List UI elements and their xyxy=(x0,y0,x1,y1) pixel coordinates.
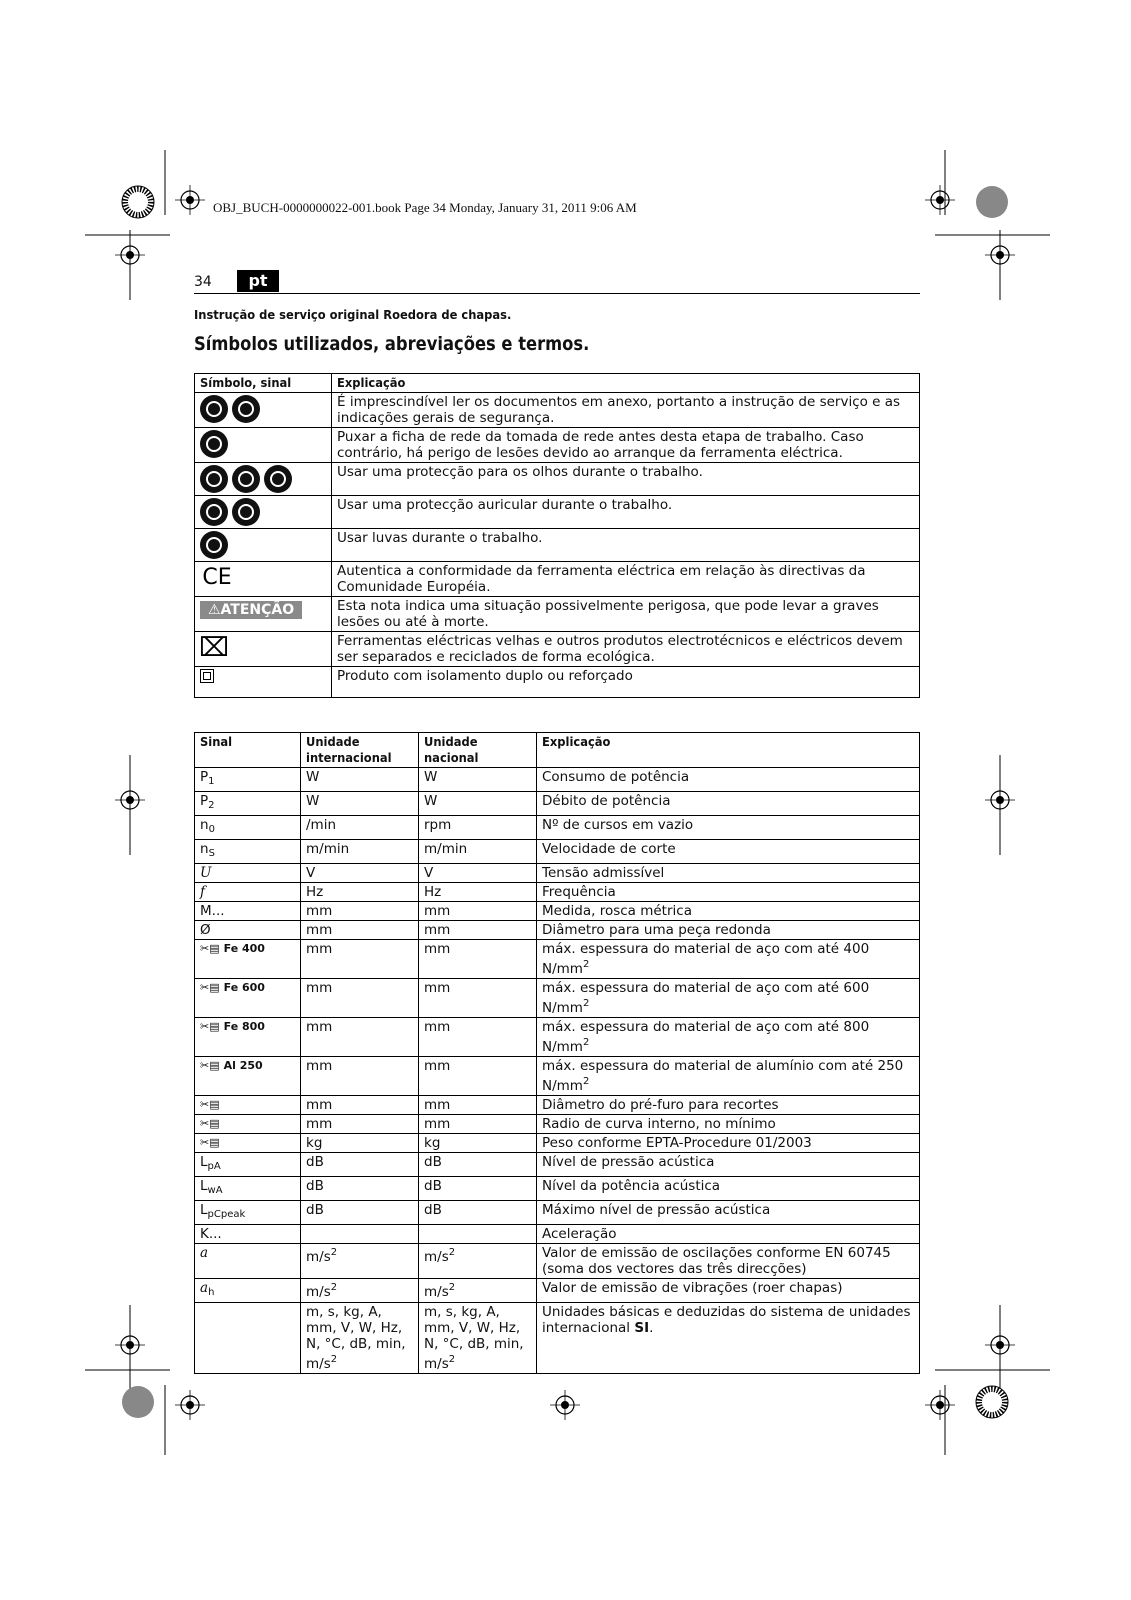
symbols-table xyxy=(194,373,920,698)
table-row xyxy=(195,1177,920,1201)
table-row xyxy=(195,496,920,529)
table-row xyxy=(195,883,920,902)
symbol-cell xyxy=(195,496,332,529)
explanation-cell: Ferramentas eléctricas velhas e outros produtos electrotécnicos e eléctricos devem ser separados e reciclados de forma ecológica. xyxy=(332,632,920,667)
explanation-cell: Valor de emissão de oscilações conforme EN 60745 (soma dos vectores das três direcções) xyxy=(537,1244,920,1279)
table-row xyxy=(195,864,920,883)
sign-subscript: pA xyxy=(207,1161,221,1172)
intl-unit-cell: W xyxy=(301,768,419,792)
curve-radius-icon: ✂▤ xyxy=(200,1117,220,1130)
sign-text: P xyxy=(200,793,209,809)
symbol-icons xyxy=(200,530,326,559)
nat-unit-cell: $m/s^2$ xyxy=(419,1279,537,1303)
nat-unit-cell: mm xyxy=(419,921,537,940)
sign-cell xyxy=(195,768,301,792)
sign-symbol xyxy=(200,1097,295,1113)
table-row xyxy=(195,632,920,667)
nat-unit-cell: W xyxy=(419,792,537,816)
superscript: 2 xyxy=(582,1076,590,1087)
table-row xyxy=(195,940,920,979)
sign-cell xyxy=(195,1244,301,1279)
intl-unit-cell: W xyxy=(301,792,419,816)
nat-unit-cell: mm xyxy=(419,902,537,921)
explanation-cell: Usar uma protecção para os olhos durante o trabalho. xyxy=(332,463,920,496)
column-header: Sinal xyxy=(195,733,301,768)
gloves-icon xyxy=(200,531,228,559)
sheet-thickness-icon: ✂▤ xyxy=(200,1059,220,1072)
symbol-icons xyxy=(200,464,326,493)
superscript: 2 xyxy=(448,1282,456,1293)
symbols-table-body xyxy=(195,393,920,698)
sheet-thickness-icon: ✂▤ xyxy=(200,942,220,955)
nat-unit-cell: m/min xyxy=(419,840,537,864)
symbol-cell xyxy=(195,463,332,496)
sign-cell xyxy=(195,1201,301,1225)
sign-cell xyxy=(195,921,301,940)
sign-label: Fe 400 xyxy=(223,942,265,955)
explanation-cell: máx. espessura do material de alumínio com até 250 $N/mm^2$ xyxy=(537,1057,920,1096)
manual-book-icon xyxy=(232,395,260,423)
page-number: 34 xyxy=(194,274,212,290)
table-row xyxy=(195,1279,920,1303)
sign-text: f xyxy=(200,884,205,900)
nat-unit-cell: dB xyxy=(419,1153,537,1177)
column-header: Explicação xyxy=(537,733,920,768)
nat-unit-cell: mm xyxy=(419,1057,537,1096)
sign-cell xyxy=(195,1279,301,1303)
sign-subscript: pCpeak xyxy=(207,1209,246,1220)
table-row xyxy=(195,1225,920,1244)
explanation-cell: Nº de cursos em vazio xyxy=(537,816,920,840)
book-file-info: OBJ_BUCH-0000000022-001.book Page 34 Monday, January 31, 2011 9:06 AM xyxy=(213,200,637,215)
units-table xyxy=(194,732,920,1374)
table-row xyxy=(195,393,920,428)
sign-text: a xyxy=(200,1280,209,1296)
sign-cell xyxy=(195,1057,301,1096)
symbol-cell xyxy=(195,667,332,698)
table-row xyxy=(195,792,920,816)
intl-unit-cell: dB xyxy=(301,1201,419,1225)
sign-text: L xyxy=(200,1154,208,1170)
sign-cell xyxy=(195,902,301,921)
table-row xyxy=(195,816,920,840)
double-insulation-icon xyxy=(200,669,214,683)
sign-symbol xyxy=(200,941,295,957)
safety-goggles-icon xyxy=(200,465,228,493)
table-header-row xyxy=(195,733,920,768)
nat-unit-cell: Hz xyxy=(419,883,537,902)
ear-protection-icon xyxy=(200,498,228,526)
intl-unit-cell: mm xyxy=(301,921,419,940)
sign-cell xyxy=(195,883,301,902)
sign-cell xyxy=(195,1018,301,1057)
explanation-cell: Autentica a conformidade da ferramenta eléctrica em relação às directivas da Comunidade Européia. xyxy=(332,562,920,597)
explanation-cell: Esta nota indica uma situação possivelmente perigosa, que pode levar a graves lesões ou até à morte. xyxy=(332,597,920,632)
column-header: Símbolo, sinal xyxy=(195,374,332,393)
sign-text: Ø xyxy=(200,922,211,938)
explanation-cell: máx. espessura do material de aço com até 600 $N/mm^2$ xyxy=(537,979,920,1018)
superscript: 2 xyxy=(330,1247,338,1258)
table-row xyxy=(195,768,920,792)
nat-unit-cell: V xyxy=(419,864,537,883)
symbol-icons xyxy=(200,394,326,423)
sign-symbol xyxy=(200,1135,295,1151)
explanation-cell: Unidades básicas e deduzidas do sistema de unidades internacional SI. xyxy=(537,1303,920,1374)
sign-text: P xyxy=(200,769,209,785)
symbol-icons xyxy=(200,497,326,526)
face-shield-icon xyxy=(232,465,260,493)
read-manual-icon xyxy=(200,395,228,423)
table-row xyxy=(195,667,920,698)
symbol-cell xyxy=(195,632,332,667)
nat-unit-cell: mm xyxy=(419,1018,537,1057)
sign-symbol xyxy=(200,1019,295,1035)
table-row xyxy=(195,1057,920,1096)
intl-unit-cell: V xyxy=(301,864,419,883)
warning-badge: ⚠ATENÇÃO xyxy=(200,601,302,619)
intl-unit-cell: m, s, kg, A, mm, V, W, Hz, N, °C, dB, min, $m/s^2$ xyxy=(301,1303,419,1374)
superscript: 2 xyxy=(448,1247,456,1258)
symbol-icons xyxy=(200,668,326,683)
sign-cell xyxy=(195,940,301,979)
sign-subscript: S xyxy=(208,848,215,859)
nat-unit-cell: dB xyxy=(419,1201,537,1225)
sign-text: L xyxy=(200,1202,208,1218)
superscript: 2 xyxy=(582,959,590,970)
explanation-cell: Puxar a ficha de rede da tomada de rede antes desta etapa de trabalho. Caso contrário, há perigo de lesões devido ao arranque da ferramenta eléctrica. xyxy=(332,428,920,463)
section-title: Símbolos utilizados, abreviações e termos. xyxy=(194,333,590,355)
symbol-cell xyxy=(195,562,332,597)
document-subtitle: Instrução de serviço original Roedora de chapas. xyxy=(194,307,512,322)
weee-crossed-bin-icon: ⌧ xyxy=(199,633,229,663)
sign-symbol xyxy=(200,1058,295,1074)
table-row xyxy=(195,979,920,1018)
nat-unit-cell: mm xyxy=(419,940,537,979)
table-row xyxy=(195,1201,920,1225)
nat-unit-cell: rpm xyxy=(419,816,537,840)
intl-unit-cell: $m/s^2$ xyxy=(301,1244,419,1279)
table-row xyxy=(195,921,920,940)
pre-drill-hole-icon: ✂▤ xyxy=(200,1098,220,1111)
sign-label: Fe 600 xyxy=(223,981,265,994)
sign-subscript: h xyxy=(208,1287,215,1298)
column-header: Unidade internacional xyxy=(301,733,419,768)
sign-text: n xyxy=(200,841,209,857)
sign-cell xyxy=(195,1177,301,1201)
sign-cell xyxy=(195,1153,301,1177)
table-row xyxy=(195,1153,920,1177)
explanation-cell: Diâmetro do pré-furo para recortes xyxy=(537,1096,920,1115)
intl-unit-cell: dB xyxy=(301,1177,419,1201)
nat-unit-cell: dB xyxy=(419,1177,537,1201)
intl-unit-cell: /min xyxy=(301,816,419,840)
table-row xyxy=(195,1134,920,1153)
explanation-cell: Usar luvas durante o trabalho. xyxy=(332,529,920,562)
sign-subscript: 0 xyxy=(208,824,215,835)
column-header: Explicação xyxy=(332,374,920,393)
explanation-cell: Nível da potência acústica xyxy=(537,1177,920,1201)
explanation-cell: Diâmetro para uma peça redonda xyxy=(537,921,920,940)
sign-cell xyxy=(195,1225,301,1244)
explanation-cell: Radio de curva interno, no mínimo xyxy=(537,1115,920,1134)
sign-label: Al 250 xyxy=(223,1059,263,1072)
symbol-icons xyxy=(200,633,326,662)
superscript: 2 xyxy=(330,1282,338,1293)
column-header: Unidade nacional xyxy=(419,733,537,768)
sign-cell xyxy=(195,792,301,816)
symbol-icons xyxy=(200,429,326,458)
sheet-thickness-icon: ✂▤ xyxy=(200,1020,220,1033)
intl-unit-cell: dB xyxy=(301,1153,419,1177)
table-row xyxy=(195,1115,920,1134)
superscript: 2 xyxy=(330,1354,338,1365)
sign-subscript: wA xyxy=(207,1185,223,1196)
unplug-icon xyxy=(200,430,228,458)
explanation-cell: Aceleração xyxy=(537,1225,920,1244)
intl-unit-cell: mm xyxy=(301,902,419,921)
superscript: 2 xyxy=(582,998,590,1009)
language-tab: pt xyxy=(237,270,279,292)
symbol-cell xyxy=(195,597,332,632)
intl-unit-cell: Hz xyxy=(301,883,419,902)
explanation-cell: Peso conforme EPTA-Procedure 01/2003 xyxy=(537,1134,920,1153)
explanation-cell: Usar uma protecção auricular durante o trabalho. xyxy=(332,496,920,529)
sign-text: L xyxy=(200,1178,208,1194)
table-row xyxy=(195,1244,920,1279)
table-row xyxy=(195,1303,920,1374)
explanation-cell: Nível de pressão acústica xyxy=(537,1153,920,1177)
table-header-row xyxy=(195,374,920,393)
explanation-cell: Tensão admissível xyxy=(537,864,920,883)
table-row xyxy=(195,428,920,463)
intl-unit-cell: mm xyxy=(301,1057,419,1096)
symbol-cell xyxy=(195,529,332,562)
intl-unit-cell: mm xyxy=(301,979,419,1018)
nat-unit-cell: $m/s^2$ xyxy=(419,1244,537,1279)
sign-text: K... xyxy=(200,1226,222,1242)
table-row xyxy=(195,902,920,921)
sign-cell xyxy=(195,1303,301,1374)
ear-muffs-icon xyxy=(232,498,260,526)
sign-text: M... xyxy=(200,903,225,919)
explanation-cell: Débito de potência xyxy=(537,792,920,816)
explanation-cell: Velocidade de corte xyxy=(537,840,920,864)
table-row xyxy=(195,1096,920,1115)
explanation-cell: Valor de emissão de vibrações (roer chapas) xyxy=(537,1279,920,1303)
nat-unit-cell xyxy=(419,1225,537,1244)
sign-cell xyxy=(195,1134,301,1153)
table-row xyxy=(195,562,920,597)
table-row xyxy=(195,529,920,562)
superscript: 2 xyxy=(448,1354,456,1365)
explanation-cell: Frequência xyxy=(537,883,920,902)
explanation-cell: Consumo de potência xyxy=(537,768,920,792)
explanation-cell: máx. espessura do material de aço com até 400 $N/mm^2$ xyxy=(537,940,920,979)
symbol-cell xyxy=(195,393,332,428)
explanation-cell: É imprescindível ler os documentos em anexo, portanto a instrução de serviço e as indicações gerais de segurança. xyxy=(332,393,920,428)
intl-unit-cell: mm xyxy=(301,1018,419,1057)
sign-subscript: 2 xyxy=(208,800,215,811)
sign-symbol xyxy=(200,980,295,996)
header-rule xyxy=(194,293,920,294)
intl-unit-cell: mm xyxy=(301,1115,419,1134)
nat-unit-cell: W xyxy=(419,768,537,792)
eye-protection-icon xyxy=(264,465,292,493)
sign-text: U xyxy=(200,865,212,881)
table-row xyxy=(195,463,920,496)
intl-unit-cell: m/min xyxy=(301,840,419,864)
intl-unit-cell: mm xyxy=(301,940,419,979)
nat-unit-cell: mm xyxy=(419,1096,537,1115)
table-row xyxy=(195,597,920,632)
sign-cell xyxy=(195,840,301,864)
sheet-thickness-icon: ✂▤ xyxy=(200,981,220,994)
sign-subscript: 1 xyxy=(208,776,215,787)
intl-unit-cell: kg xyxy=(301,1134,419,1153)
nat-unit-cell: m, s, kg, A, mm, V, W, Hz, N, °C, dB, min, $m/s^2$ xyxy=(419,1303,537,1374)
superscript: 2 xyxy=(582,1037,590,1048)
sign-symbol xyxy=(200,1116,295,1132)
explanation-cell: Máximo nível de pressão acústica xyxy=(537,1201,920,1225)
symbol-icons xyxy=(200,598,326,619)
sign-label: Fe 800 xyxy=(223,1020,265,1033)
table-row xyxy=(195,840,920,864)
sign-cell xyxy=(195,1096,301,1115)
intl-unit-cell: mm xyxy=(301,1096,419,1115)
intl-unit-cell xyxy=(301,1225,419,1244)
table-row xyxy=(195,1018,920,1057)
explanation-cell: Medida, rosca métrica xyxy=(537,902,920,921)
symbol-icons xyxy=(200,563,326,592)
sign-cell xyxy=(195,816,301,840)
intl-unit-cell: $m/s^2$ xyxy=(301,1279,419,1303)
sign-cell xyxy=(195,1115,301,1134)
sign-text: n xyxy=(200,817,209,833)
sign-text: a xyxy=(200,1245,209,1261)
sign-cell xyxy=(195,979,301,1018)
ce-mark-icon: CE xyxy=(202,565,232,590)
symbol-cell xyxy=(195,428,332,463)
si-bold: SI xyxy=(634,1320,650,1336)
weight-icon: ✂▤ xyxy=(200,1136,220,1149)
explanation-cell: máx. espessura do material de aço com até 800 $N/mm^2$ xyxy=(537,1018,920,1057)
sign-cell xyxy=(195,864,301,883)
nat-unit-cell: mm xyxy=(419,1115,537,1134)
nat-unit-cell: kg xyxy=(419,1134,537,1153)
explanation-cell: Produto com isolamento duplo ou reforçado xyxy=(332,667,920,698)
units-table-body xyxy=(195,768,920,1374)
nat-unit-cell: mm xyxy=(419,979,537,1018)
